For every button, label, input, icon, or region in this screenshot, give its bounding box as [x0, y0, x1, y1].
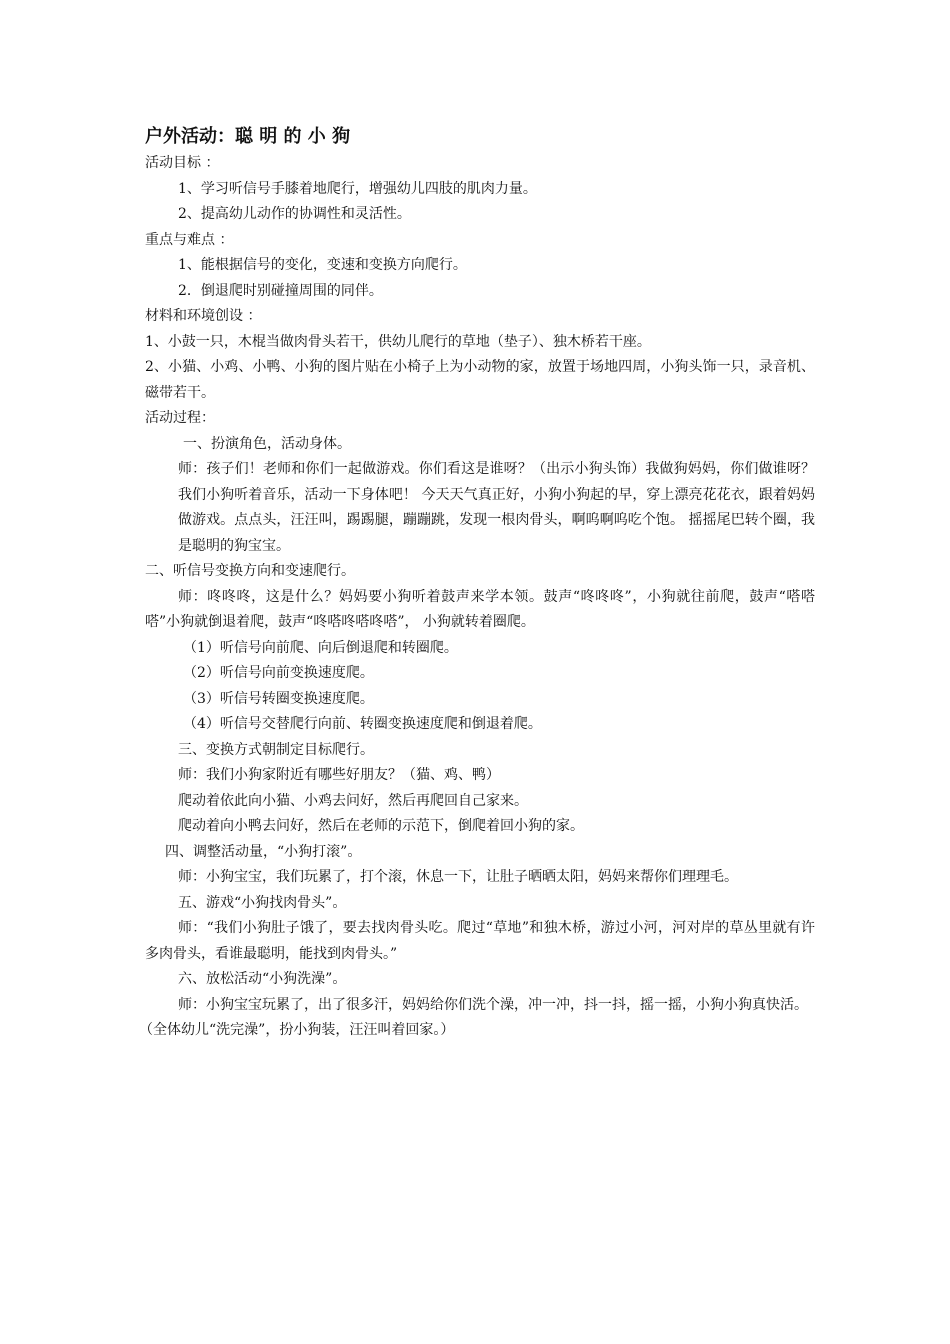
goal-item-1: 1、学习听信号手膝着地爬行，增强幼儿四肢的肌肉力量。: [178, 180, 537, 197]
step-2-item-4: （4）听信号交替爬行向前、转圈变换速度爬和倒退着爬。: [183, 716, 542, 732]
step-6-paragraph: 师：小狗宝宝玩累了，出了很多汗，妈妈给你们洗个澡，冲一冲，抖一抖，摇一摇，小狗小狗真快活。: [178, 996, 808, 1013]
section-heading-process: 活动过程：: [145, 410, 215, 426]
closing-note: （全体幼儿“洗完澡”，扮小狗装，汪汪叫着回家。）: [139, 1022, 455, 1038]
step-3-line-3: 爬动着向小鸭去问好，然后在老师的示范下，倒爬着回小狗的家。: [178, 818, 584, 834]
step-1-text: 师：孩子们！老师和你们一起做游戏。你们看这是谁呀？（出示小狗头饰）我做狗妈妈，你们做谁呀？我们小狗听着音乐，活动一下身体吧！ 今天天气真正好，小狗小狗起的早，穿上漂亮花花衣，跟着妈妈做游戏。点点头，汪汪叫，踢踢腿，蹦蹦跳，发现一根肉骨头，啊呜啊呜吃个饱。 摇摇尾巴转个圈，我是聪明的狗宝宝。: [178, 461, 815, 554]
step-5-heading: 五、游戏“小狗找肉骨头”。: [178, 894, 347, 911]
section-heading-goals: 活动目标 ：: [145, 155, 220, 171]
step-1-heading: 一、扮演角色，活动身体。: [183, 435, 351, 452]
key-point-item-2: 2．倒退爬时别碰撞周围的同伴。: [178, 282, 383, 299]
step-6-heading: 六、放松活动“小狗洗澡”。: [178, 971, 347, 987]
goal-item-2: 2、提高幼儿动作的协调性和灵活性。: [178, 206, 411, 222]
key-point-item-1: 1、能根据信号的变化，变速和变换方向爬行。: [178, 257, 467, 273]
material-item-1: 1、小鼓一只，木棍当做肉骨头若干，供幼儿爬行的草地（垫子）、独木桥若干座。: [145, 333, 651, 350]
document-page: [139, 123, 815, 1044]
section-heading-key-points: 重点与难点 ：: [145, 231, 234, 248]
step-4-heading: 四、调整活动量，“小狗打滚”。: [165, 843, 362, 860]
step-1-paragraph: [145, 457, 815, 559]
step-3-line-2: 爬动着依此向小猫、小鸡去问好，然后再爬回自己家来。: [178, 792, 528, 809]
step-2-item-2: （2）听信号向前变换速度爬。: [183, 665, 374, 681]
step-2-item-3: （3）听信号转圈变换速度爬。: [183, 690, 374, 707]
step-3-line-1: 师：我们小狗家附近有哪些好朋友？（猫、鸡、鸭）: [178, 767, 500, 783]
document-title: 户外活动：聪 明 的 小 狗: [145, 126, 351, 147]
section-heading-materials: 材料和环境创设 ：: [145, 308, 262, 324]
step-2-heading: 二、听信号变换方向和变速爬行。: [145, 563, 355, 579]
step-3-heading: 三、变换方式朝制定目标爬行。: [178, 741, 374, 758]
step-5-paragraph: 师：“我们小狗肚子饿了，要去找肉骨头吃。爬过“草地”和独木桥，游过小河，河对岸的草丛里就有许多肉骨头，看谁最聪明，能找到肉骨头。”: [145, 920, 815, 962]
step-4-line-1: 师：小狗宝宝，我们玩累了，打个滚，休息一下，让肚子晒晒太阳，妈妈来帮你们理理毛。: [178, 869, 738, 885]
step-2-item-1: （1）听信号向前爬、向后倒退爬和转圈爬。: [183, 639, 458, 656]
material-item-2: 2、小猫、小鸡、小鸭、小狗的图片贴在小椅子上为小动物的家，放置于场地四周，小狗头饰一只，录音机、磁带若干。: [145, 359, 815, 401]
step-2-paragraph: 师：咚咚咚，这是什么？妈妈要小狗听着鼓声来学本领。鼓声“咚咚咚”，小狗就往前爬，鼓声“嗒嗒嗒”小狗就倒退着爬，鼓声“咚嗒咚嗒咚嗒”， 小狗就转着圈爬。: [145, 588, 815, 630]
